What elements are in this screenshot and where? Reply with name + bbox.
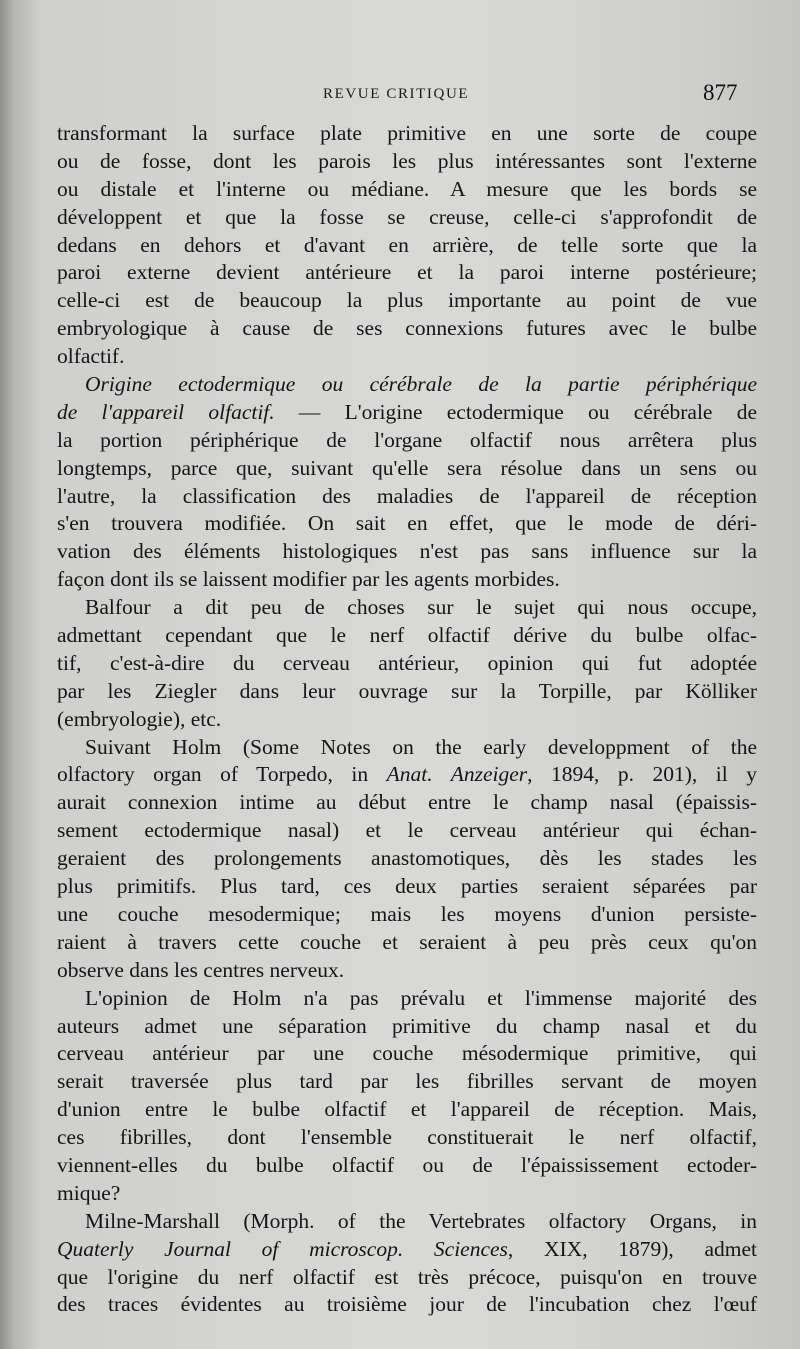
text-line [57,817,757,845]
text-run: la portion périphérique de l'organe olfactif nous arrêtera plus [57,427,757,452]
text-run: l'autre, la classification des maladies de l'appareil de réception [57,483,757,508]
text-line [57,1208,757,1236]
text-line [57,985,757,1013]
text-line [57,594,757,622]
text-line [57,427,757,455]
text-line [57,1040,757,1068]
text-line [57,371,757,399]
text-run: , 1894, p. 201), il y [527,762,758,787]
text-line [57,761,757,789]
text-run: par les Ziegler dans leur ouvrage sur la Torpille, par Kölliker [57,678,757,703]
text-line [57,678,757,706]
text-run: cerveau antérieur par une couche mésodermique primitive, qui [57,1041,757,1066]
text-run: dedans en dehors et d'avant en arrière, de telle sorte que la [57,232,757,257]
text-run: olfactory organ of Torpedo, in [57,762,387,787]
text-run: aurait connexion intime au début entre le champ nasal (épaissis- [57,790,757,815]
text-line [57,538,757,566]
text-run: ou distale et l'interne ou médiane. A mesure que les bords se [57,176,757,201]
italic-run: de l'appareil olfactif. [57,399,275,424]
text-line [57,566,757,594]
text-line [57,1096,757,1124]
running-header: REVUE CRITIQUE [323,86,470,102]
text-run: observe dans les centres nerveux. [57,957,345,982]
text-run: — L'origine ectodermique ou cérébrale de [274,399,757,424]
text-run: d'union entre le bulbe olfactif et l'appareil de réception. Mais, [57,1097,757,1122]
text-line [57,259,757,287]
text-run: des traces évidentes au troisième jour de l'incubation chez l'œuf [57,1292,757,1317]
text-line [57,176,757,204]
text-run: raient à travers cette couche et seraient à peu près ceux qu'on [57,929,757,954]
text-line [57,455,757,483]
text-line [57,901,757,929]
text-line [57,1124,757,1152]
text-line [57,315,757,343]
text-run: paroi externe devient antérieure et la paroi interne postérieure; [57,260,757,285]
text-run: s'en trouvera modifiée. On sait en effet, que le mode de déri- [57,511,757,536]
text-line [57,1291,757,1319]
text-run: transformant la surface plate primitive en une sorte de coupe [57,121,757,145]
text-line [57,622,757,650]
page-number: 877 [703,80,738,105]
text-line [57,957,757,985]
text-line [57,650,757,678]
text-run: Balfour a dit peu de choses sur le sujet qui nous occupe, [85,595,757,620]
text-run: , XIX, 1879), admet [507,1236,757,1261]
text-run: sement ectodermique nasal) et le cerveau antérieur qui échan- [57,818,757,843]
text-line [57,1180,757,1208]
text-line [57,929,757,957]
text-run: auteurs admet une séparation primitive du champ nasal et du [57,1013,757,1038]
text-line [57,120,757,148]
text-line [57,232,757,260]
text-run: tif, c'est-à-dire du cerveau antérieur, opinion qui fut adoptée [57,650,757,675]
text-run: développent et que la fosse se creuse, celle-ci s'approfondit de [57,204,757,229]
text-run: que l'origine du nerf olfactif est très précoce, puisqu'on en trouve [57,1264,757,1289]
text-run: ces fibrilles, dont l'ensemble constituerait le nerf olfactif, [57,1125,757,1150]
text-line [57,287,757,315]
text-run: mique? [57,1180,121,1205]
text-run: (embryologie), etc. [57,706,222,731]
text-line [57,1068,757,1096]
text-run: Milne-Marshall (Morph. of the Vertebrates olfactory Organs, in [85,1208,757,1233]
text-run: une couche mesodermique; mais les moyens d'union persiste- [57,901,757,926]
text-line [57,1152,757,1180]
text-run: serait traversée plus tard par les fibrilles servant de moyen [57,1069,757,1094]
text-run: façon dont ils se laissent modifier par les agents morbides. [57,567,560,592]
italic-run: Origine ectodermique ou cérébrale de la partie périphérique [85,372,757,397]
text-line [57,1264,757,1292]
text-line [57,873,757,901]
body-text [57,120,757,1319]
text-line [57,510,757,538]
text-run: vation des éléments histologiques n'est pas sans influence sur la [57,539,757,564]
text-run: geraient des prolongements anastomotiques, dès les stades les [57,846,757,871]
text-line [57,1236,757,1264]
text-run: Suivant Holm (Some Notes on the early developpment of the [85,734,757,759]
text-run: viennent-elles du bulbe olfactif ou de l'épaississement ectoder- [57,1152,757,1177]
text-line [57,148,757,176]
text-line [57,1013,757,1041]
text-line [57,789,757,817]
text-line [57,343,757,371]
italic-run: Quaterly Journal of microscop. Sciences [57,1236,508,1261]
text-run: L'opinion de Holm n'a pas prévalu et l'immense majorité des [85,985,757,1010]
text-run: celle-ci est de beaucoup la plus importante au point de vue [57,288,757,313]
text-line [57,845,757,873]
text-line [57,706,757,734]
text-run: longtemps, parce que, suivant qu'elle sera résolue dans un sens ou [57,455,757,480]
text-line [57,483,757,511]
text-line [57,399,757,427]
text-run: admettant cependant que le nerf olfactif dérive du bulbe olfac- [57,623,757,648]
text-run: ou de fosse, dont les parois les plus intéressantes sont l'externe [57,148,757,173]
italic-run: Anat. Anzeiger [386,762,528,787]
text-line [57,204,757,232]
text-run: plus primitifs. Plus tard, ces deux parties seraient séparées par [57,874,757,899]
text-line [57,734,757,762]
text-run: embryologique à cause de ses connexions futures avec le bulbe [57,316,757,341]
text-run: olfactif. [57,344,125,369]
